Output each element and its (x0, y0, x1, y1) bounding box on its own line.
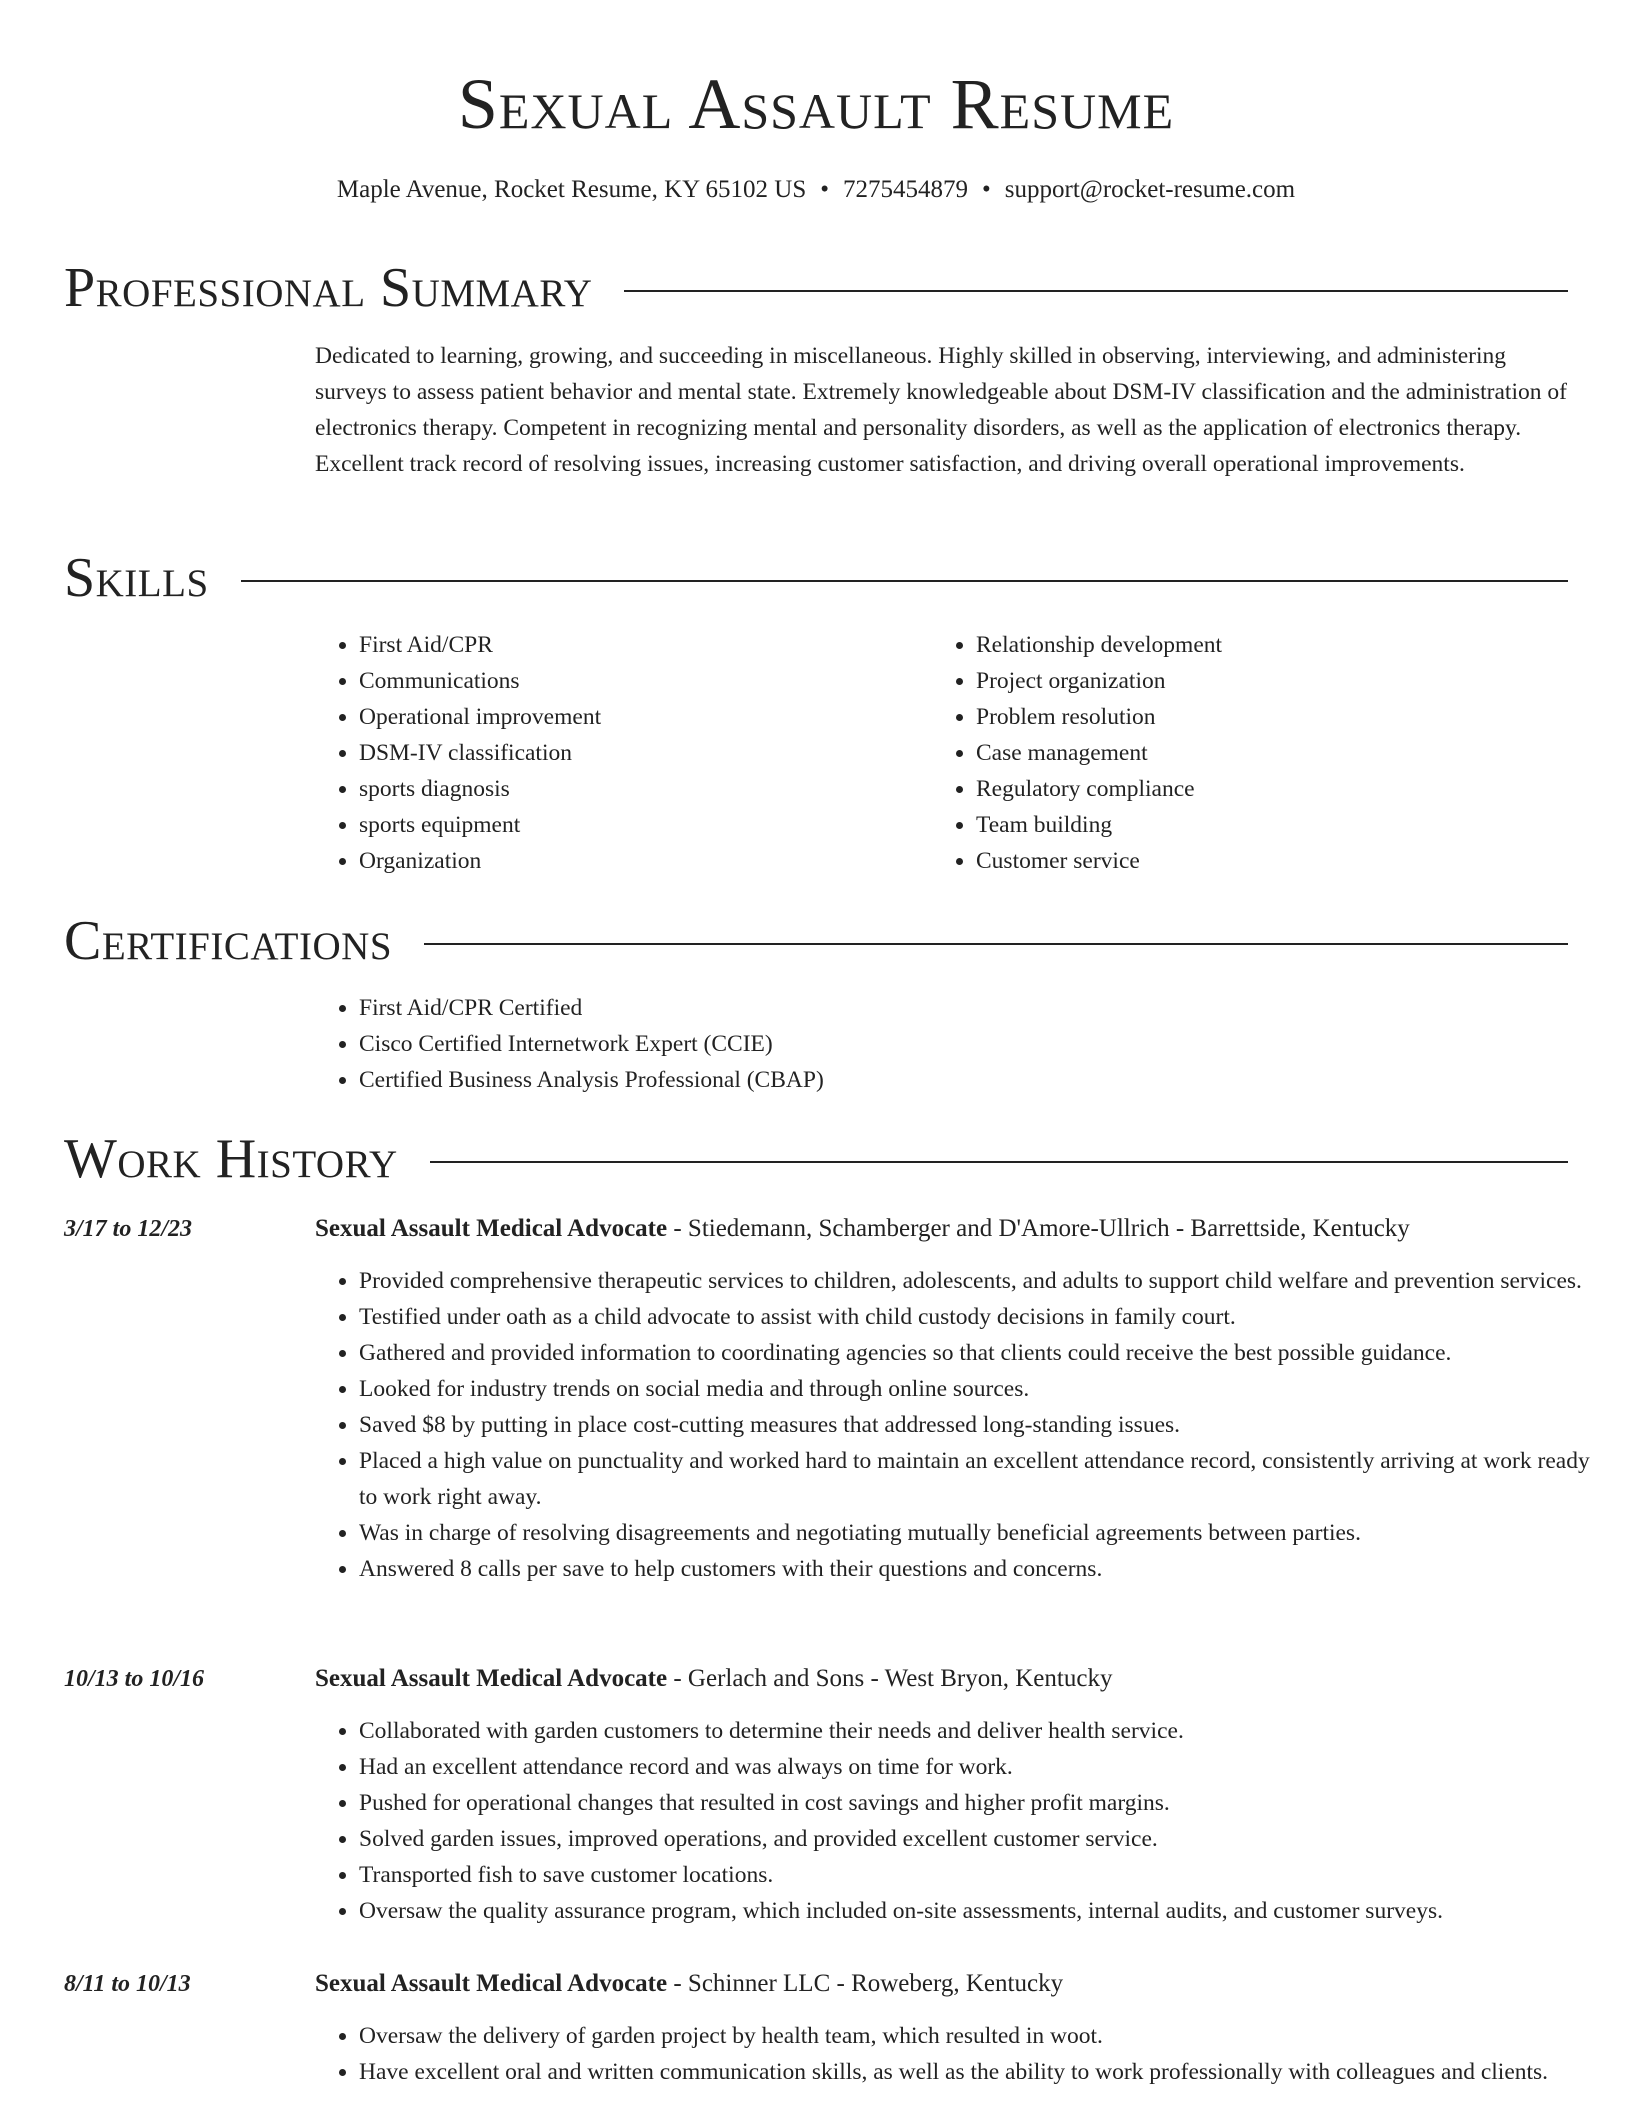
job-title-line (315, 1661, 1112, 1697)
job-title-line (315, 1966, 1063, 2002)
job-bullet: • Collaborated with garden customers to determine their needs and deliver health service. (359, 1713, 1612, 1749)
work-history-heading: Work History (64, 1128, 398, 1190)
resume-name: Sexual Assault Resume (457, 64, 1175, 144)
certification-item: • Certified Business Analysis Professional (CBAP) (359, 1062, 1612, 1098)
job-employer-location: - Schinner LLC - Roweberg, Kentucky (667, 1970, 1064, 1997)
job-bullet: • Had an excellent attendance record and was always on time for work. (359, 1749, 1612, 1785)
skill-item: • sports equipment (359, 807, 959, 843)
contact-phone: 7275454879 (843, 176, 969, 203)
job-bullet: • Oversaw the delivery of garden project by health team, which resulted in woot. (359, 2018, 1612, 2054)
skills-list-left (315, 627, 959, 879)
job-bullet: • Provided comprehensive therapeutic services to children, adolescents, and adults to support child welfare and prevention services. (359, 1263, 1612, 1299)
job-title: Sexual Assault Medical Advocate (315, 1215, 668, 1242)
job-bullets (315, 2018, 1612, 2090)
job-employer-location: - Gerlach and Sons - West Bryon, Kentucky (667, 1665, 1113, 1692)
skills-list-right (932, 627, 1576, 879)
skill-item: • Team building (976, 807, 1576, 843)
job-bullet: • Saved $8 by putting in place cost-cutting measures that addressed long-standing issues. (359, 1407, 1612, 1443)
job-bullet: • Oversaw the quality assurance program, which included on-site assessments, internal audits, and customer surveys. (359, 1893, 1612, 1929)
job-bullet: • Solved garden issues, improved operations, and provided excellent customer service. (359, 1821, 1612, 1857)
section-divider (241, 580, 1568, 582)
certifications-section-heading (64, 909, 1568, 973)
job-bullets (315, 1263, 1612, 1587)
certification-item: • Cisco Certified Internetwork Expert (CCIE) (359, 1026, 1612, 1062)
job-bullet: • Have excellent oral and written communication skills, as well as the ability to work professionally with colleagues and clients. (359, 2054, 1612, 2090)
job-bullet: • Looked for industry trends on social media and through online sources. (359, 1371, 1612, 1407)
job-title-line (315, 1211, 1410, 1247)
summary-heading: Professional Summary (64, 257, 593, 319)
skill-item: • First Aid/CPR (359, 627, 959, 663)
skill-item: • sports diagnosis (359, 771, 959, 807)
skill-item: • Project organization (976, 663, 1576, 699)
contact-line (64, 172, 1568, 208)
job-bullet: • Testified under oath as a child advocate to assist with child custody decisions in family court. (359, 1299, 1612, 1335)
certification-item: • First Aid/CPR Certified (359, 990, 1612, 1026)
contact-address: Maple Avenue, Rocket Resume, KY 65102 US (336, 176, 807, 203)
skill-item: • Communications (359, 663, 959, 699)
skill-item: • Organization (359, 843, 959, 879)
skill-item: • Problem resolution (976, 699, 1576, 735)
certifications-list (315, 990, 1612, 1098)
skill-item: • Operational improvement (359, 699, 959, 735)
summary-text: Dedicated to learning, growing, and succeeding in miscellaneous. Highly skilled in observing, interviewing, and administering surveys to assess patient behavior and mental state. Extremely knowledgeable about DSM-IV classification and the administration of electronics therapy. Competent in recognizing mental and personality disorders, as well as the application of electronics therapy. Excellent track record of resolving issues, increasing customer satisfaction, and driving overall operational improvements. (315, 343, 1567, 477)
contact-email: support@rocket-resume.com (1004, 176, 1296, 203)
summary-section-heading (64, 256, 1568, 320)
job-title: Sexual Assault Medical Advocate (315, 1970, 668, 1997)
job-date: 8/11 to 10/13 (64, 1971, 191, 1997)
job-bullet: • Answered 8 calls per save to help customers with their questions and concerns. (359, 1551, 1612, 1587)
contact-separator: • (982, 176, 991, 203)
job-title: Sexual Assault Medical Advocate (315, 1665, 668, 1692)
skill-item: • Regulatory compliance (976, 771, 1576, 807)
skills-heading: Skills (64, 547, 209, 609)
job-bullet: • Was in charge of resolving disagreements and negotiating mutually beneficial agreements between parties. (359, 1515, 1612, 1551)
skill-item: • DSM-IV classification (359, 735, 959, 771)
section-divider (430, 1161, 1568, 1163)
section-divider (424, 943, 1568, 945)
skill-item: • Case management (976, 735, 1576, 771)
certifications-heading: Certifications (64, 910, 393, 972)
section-divider (624, 290, 1568, 292)
skills-section-heading (64, 546, 1568, 610)
skill-item: • Customer service (976, 843, 1576, 879)
job-bullet: • Placed a high value on punctuality and worked hard to maintain an excellent attendance record, consistently arriving at work ready to work right away. (359, 1443, 1612, 1515)
contact-separator: • (820, 176, 830, 203)
work-history-section-heading (64, 1127, 1568, 1191)
job-bullets (315, 1713, 1612, 1929)
job-date: 10/13 to 10/16 (64, 1666, 205, 1692)
job-employer-location: - Stiedemann, Schamberger and D'Amore-Ullrich - Barrettside, Kentucky (667, 1215, 1410, 1242)
job-bullet: • Pushed for operational changes that resulted in cost savings and higher profit margins. (359, 1785, 1612, 1821)
job-bullet: • Gathered and provided information to coordinating agencies so that clients could receive the best possible guidance. (359, 1335, 1612, 1371)
job-bullet: • Transported fish to save customer locations. (359, 1857, 1612, 1893)
skill-item: • Relationship development (976, 627, 1576, 663)
job-date: 3/17 to 12/23 (64, 1216, 193, 1242)
